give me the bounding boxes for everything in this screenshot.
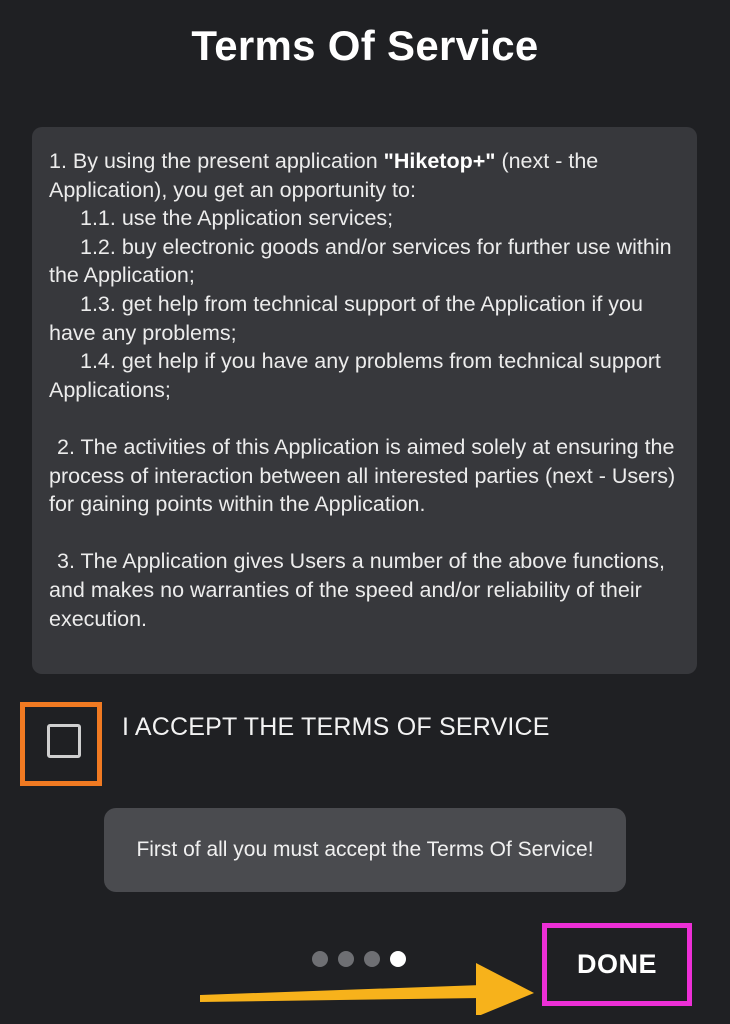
paragraph-gap — [49, 519, 683, 548]
terms-item-1-4: 1.4. get help if you have any problems from technical support Applications; — [49, 349, 666, 402]
accept-terms-checkbox[interactable] — [47, 724, 81, 758]
toast-text: First of all you must accept the Terms Of Service! — [136, 838, 594, 861]
app-name: "Hiketop+" — [383, 149, 496, 173]
accept-terms-label[interactable]: I ACCEPT THE TERMS OF SERVICE — [122, 713, 550, 741]
terms-item-1-2: 1.2. buy electronic goods and/or services for further use within the Application; — [49, 234, 678, 288]
arrow-annotation-icon — [200, 955, 540, 1015]
done-button[interactable]: DONE — [542, 923, 692, 1006]
terms-item-1-1: 1.1. use the Application services; — [80, 206, 394, 231]
terms-paragraph-2: 2. The activities of this Application is aimed solely at ensuring the process of interaction between all interested parties (next - Users) for gaining points within the Application. — [49, 434, 682, 517]
paragraph-gap — [49, 404, 683, 433]
terms-scroll-area[interactable] — [32, 127, 697, 674]
terms-paragraph-3: 3. The Application gives Users a number of the above functions, and makes no warranties of the speed and/or reliability of their execution. — [49, 549, 671, 631]
terms-text — [49, 147, 683, 633]
page-title: Terms Of Service — [191, 22, 539, 69]
terms-paragraph-1: 1. By using the present application "Hiketop+" (next - the Application), you get an opportunity to: — [49, 149, 604, 202]
terms-item-1-3: 1.3. get help from technical support of the Application if you have any problems; — [49, 291, 649, 345]
toast-message — [104, 808, 626, 892]
